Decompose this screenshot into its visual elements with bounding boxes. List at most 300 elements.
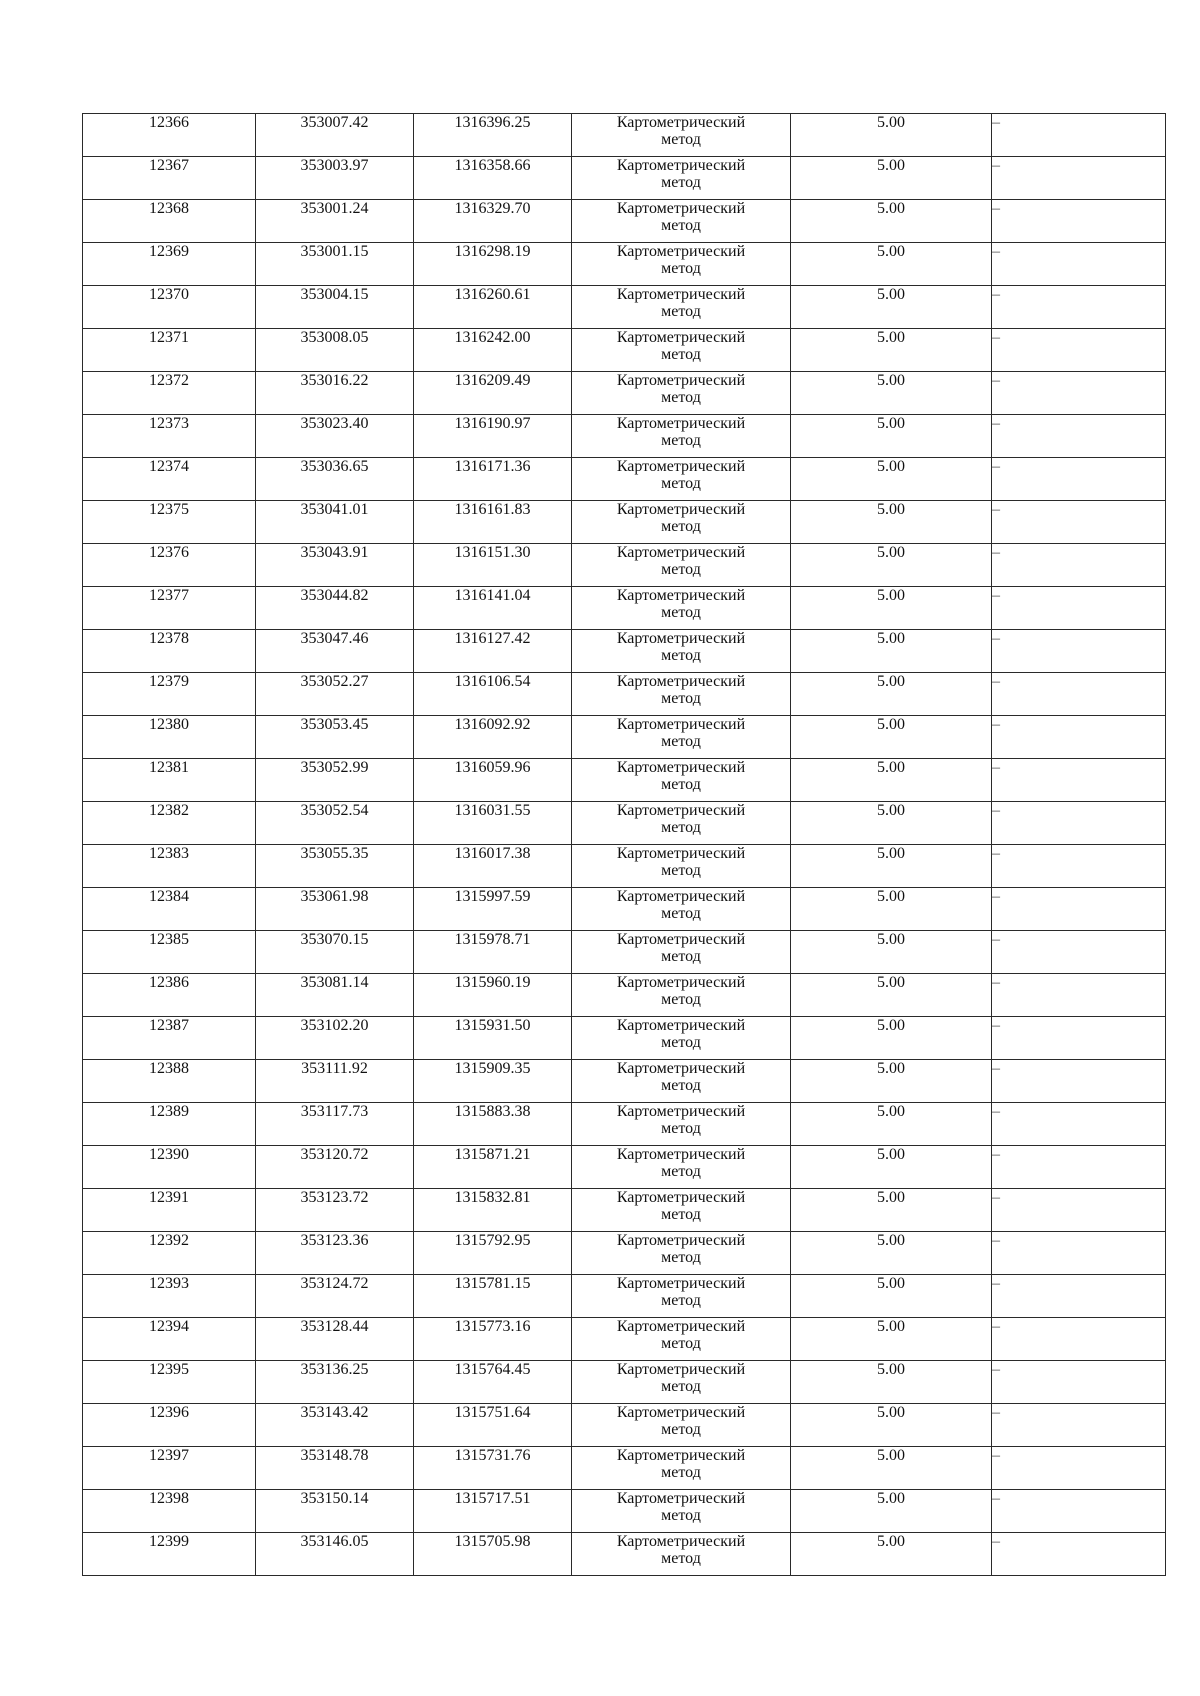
method-line-2: метод xyxy=(661,217,701,234)
note-cell: – xyxy=(992,1060,1166,1103)
method-line-1: Картометрический xyxy=(616,630,746,647)
method-line-1: Картометрический xyxy=(616,114,746,131)
note-cell: – xyxy=(992,1490,1166,1533)
x-coordinate-cell: 353055.35 xyxy=(256,845,414,888)
accuracy-cell: 5.00 xyxy=(791,1146,992,1189)
note-cell: – xyxy=(992,587,1166,630)
accuracy-cell: 5.00 xyxy=(791,587,992,630)
x-coordinate-cell: 353053.45 xyxy=(256,716,414,759)
x-coordinate-cell: 353041.01 xyxy=(256,501,414,544)
x-coordinate-cell: 353123.36 xyxy=(256,1232,414,1275)
y-coordinate-cell: 1315717.51 xyxy=(414,1490,572,1533)
note-cell: – xyxy=(992,286,1166,329)
method-line-2: метод xyxy=(661,862,701,879)
method-line-2: метод xyxy=(661,1550,701,1567)
y-coordinate-cell: 1315960.19 xyxy=(414,974,572,1017)
y-coordinate-cell: 1316161.83 xyxy=(414,501,572,544)
y-coordinate-cell: 1316298.19 xyxy=(414,243,572,286)
note-cell: – xyxy=(992,716,1166,759)
method-cell xyxy=(572,200,791,243)
y-coordinate-cell: 1316059.96 xyxy=(414,759,572,802)
accuracy-cell: 5.00 xyxy=(791,200,992,243)
method-cell xyxy=(572,759,791,802)
point-number-cell: 12369 xyxy=(83,243,256,286)
note-cell: – xyxy=(992,759,1166,802)
method-line-1: Картометрический xyxy=(616,1017,746,1034)
accuracy-cell: 5.00 xyxy=(791,1404,992,1447)
point-number-cell: 12383 xyxy=(83,845,256,888)
table-row xyxy=(83,329,1166,372)
y-coordinate-cell: 1315781.15 xyxy=(414,1275,572,1318)
method-line-1: Картометрический xyxy=(616,759,746,776)
method-line-1: Картометрический xyxy=(616,1146,746,1163)
table-row xyxy=(83,1060,1166,1103)
y-coordinate-cell: 1315751.64 xyxy=(414,1404,572,1447)
x-coordinate-cell: 353052.99 xyxy=(256,759,414,802)
method-line-1: Картометрический xyxy=(616,1060,746,1077)
accuracy-cell: 5.00 xyxy=(791,458,992,501)
method-cell xyxy=(572,1361,791,1404)
table-row xyxy=(83,673,1166,716)
method-cell xyxy=(572,1146,791,1189)
table-row xyxy=(83,1103,1166,1146)
method-cell xyxy=(572,845,791,888)
method-line-1: Картометрический xyxy=(616,458,746,475)
y-coordinate-cell: 1315764.45 xyxy=(414,1361,572,1404)
method-line-2: метод xyxy=(661,1464,701,1481)
method-line-2: метод xyxy=(661,1335,701,1352)
note-cell: – xyxy=(992,1533,1166,1576)
method-line-1: Картометрический xyxy=(616,372,746,389)
y-coordinate-cell: 1315832.81 xyxy=(414,1189,572,1232)
accuracy-cell: 5.00 xyxy=(791,157,992,200)
x-coordinate-cell: 353001.24 xyxy=(256,200,414,243)
point-number-cell: 12397 xyxy=(83,1447,256,1490)
method-cell xyxy=(572,673,791,716)
method-line-2: метод xyxy=(661,647,701,664)
method-cell xyxy=(572,1103,791,1146)
method-line-2: метод xyxy=(661,1249,701,1266)
accuracy-cell: 5.00 xyxy=(791,329,992,372)
table-row xyxy=(83,458,1166,501)
method-cell xyxy=(572,286,791,329)
point-number-cell: 12367 xyxy=(83,157,256,200)
method-line-2: метод xyxy=(661,174,701,191)
note-cell: – xyxy=(992,1232,1166,1275)
point-number-cell: 12398 xyxy=(83,1490,256,1533)
note-cell: – xyxy=(992,1103,1166,1146)
table-row xyxy=(83,415,1166,458)
y-coordinate-cell: 1315792.95 xyxy=(414,1232,572,1275)
y-coordinate-cell: 1315997.59 xyxy=(414,888,572,931)
y-coordinate-cell: 1316260.61 xyxy=(414,286,572,329)
table-row xyxy=(83,630,1166,673)
accuracy-cell: 5.00 xyxy=(791,974,992,1017)
table-row xyxy=(83,1447,1166,1490)
table-row xyxy=(83,1017,1166,1060)
accuracy-cell: 5.00 xyxy=(791,931,992,974)
accuracy-cell: 5.00 xyxy=(791,1318,992,1361)
accuracy-cell: 5.00 xyxy=(791,114,992,157)
point-number-cell: 12390 xyxy=(83,1146,256,1189)
note-cell: – xyxy=(992,501,1166,544)
y-coordinate-cell: 1315773.16 xyxy=(414,1318,572,1361)
method-cell xyxy=(572,630,791,673)
table-row xyxy=(83,200,1166,243)
point-number-cell: 12380 xyxy=(83,716,256,759)
table-row xyxy=(83,501,1166,544)
table-row xyxy=(83,587,1166,630)
accuracy-cell: 5.00 xyxy=(791,1189,992,1232)
x-coordinate-cell: 353008.05 xyxy=(256,329,414,372)
table-row xyxy=(83,716,1166,759)
x-coordinate-cell: 353043.91 xyxy=(256,544,414,587)
method-cell xyxy=(572,802,791,845)
method-line-2: метод xyxy=(661,1378,701,1395)
point-number-cell: 12376 xyxy=(83,544,256,587)
x-coordinate-cell: 353124.72 xyxy=(256,1275,414,1318)
method-cell xyxy=(572,888,791,931)
method-line-2: метод xyxy=(661,1120,701,1137)
note-cell: – xyxy=(992,630,1166,673)
point-number-cell: 12386 xyxy=(83,974,256,1017)
method-line-2: метод xyxy=(661,1163,701,1180)
y-coordinate-cell: 1316092.92 xyxy=(414,716,572,759)
point-number-cell: 12370 xyxy=(83,286,256,329)
method-line-2: метод xyxy=(661,518,701,535)
x-coordinate-cell: 353120.72 xyxy=(256,1146,414,1189)
y-coordinate-cell: 1316190.97 xyxy=(414,415,572,458)
note-cell: – xyxy=(992,329,1166,372)
method-line-2: метод xyxy=(661,604,701,621)
method-line-2: метод xyxy=(661,432,701,449)
method-cell xyxy=(572,974,791,1017)
accuracy-cell: 5.00 xyxy=(791,544,992,587)
note-cell: – xyxy=(992,845,1166,888)
y-coordinate-cell: 1316171.36 xyxy=(414,458,572,501)
x-coordinate-cell: 353150.14 xyxy=(256,1490,414,1533)
method-cell xyxy=(572,372,791,415)
method-line-2: метод xyxy=(661,1421,701,1438)
method-line-1: Картометрический xyxy=(616,243,746,260)
y-coordinate-cell: 1316127.42 xyxy=(414,630,572,673)
note-cell: – xyxy=(992,673,1166,716)
x-coordinate-cell: 353007.42 xyxy=(256,114,414,157)
note-cell: – xyxy=(992,372,1166,415)
x-coordinate-cell: 353128.44 xyxy=(256,1318,414,1361)
method-cell xyxy=(572,1490,791,1533)
method-cell xyxy=(572,1189,791,1232)
method-line-1: Картометрический xyxy=(616,587,746,604)
point-number-cell: 12377 xyxy=(83,587,256,630)
method-line-1: Картометрический xyxy=(616,1447,746,1464)
accuracy-cell: 5.00 xyxy=(791,372,992,415)
method-line-1: Картометрический xyxy=(616,888,746,905)
accuracy-cell: 5.00 xyxy=(791,1361,992,1404)
method-cell xyxy=(572,1275,791,1318)
note-cell: – xyxy=(992,1318,1166,1361)
method-line-1: Картометрический xyxy=(616,802,746,819)
point-number-cell: 12381 xyxy=(83,759,256,802)
point-number-cell: 12378 xyxy=(83,630,256,673)
method-line-2: метод xyxy=(661,776,701,793)
table-row xyxy=(83,1189,1166,1232)
method-line-2: метод xyxy=(661,905,701,922)
x-coordinate-cell: 353001.15 xyxy=(256,243,414,286)
y-coordinate-cell: 1316209.49 xyxy=(414,372,572,415)
y-coordinate-cell: 1316396.25 xyxy=(414,114,572,157)
x-coordinate-cell: 353016.22 xyxy=(256,372,414,415)
accuracy-cell: 5.00 xyxy=(791,630,992,673)
method-line-2: метод xyxy=(661,819,701,836)
x-coordinate-cell: 353143.42 xyxy=(256,1404,414,1447)
y-coordinate-cell: 1315731.76 xyxy=(414,1447,572,1490)
table-row xyxy=(83,1490,1166,1533)
method-line-2: метод xyxy=(661,1292,701,1309)
y-coordinate-cell: 1315871.21 xyxy=(414,1146,572,1189)
method-line-1: Картометрический xyxy=(616,1232,746,1249)
coordinates-table-body xyxy=(83,114,1166,1576)
note-cell: – xyxy=(992,1017,1166,1060)
y-coordinate-cell: 1316329.70 xyxy=(414,200,572,243)
note-cell: – xyxy=(992,1146,1166,1189)
method-line-2: метод xyxy=(661,561,701,578)
point-number-cell: 12396 xyxy=(83,1404,256,1447)
method-line-1: Картометрический xyxy=(616,1361,746,1378)
y-coordinate-cell: 1315909.35 xyxy=(414,1060,572,1103)
point-number-cell: 12394 xyxy=(83,1318,256,1361)
table-row xyxy=(83,802,1166,845)
accuracy-cell: 5.00 xyxy=(791,243,992,286)
x-coordinate-cell: 353036.65 xyxy=(256,458,414,501)
x-coordinate-cell: 353123.72 xyxy=(256,1189,414,1232)
method-line-1: Картометрический xyxy=(616,415,746,432)
x-coordinate-cell: 353023.40 xyxy=(256,415,414,458)
y-coordinate-cell: 1316031.55 xyxy=(414,802,572,845)
note-cell: – xyxy=(992,243,1166,286)
point-number-cell: 12384 xyxy=(83,888,256,931)
point-number-cell: 12395 xyxy=(83,1361,256,1404)
point-number-cell: 12388 xyxy=(83,1060,256,1103)
accuracy-cell: 5.00 xyxy=(791,415,992,458)
point-number-cell: 12399 xyxy=(83,1533,256,1576)
y-coordinate-cell: 1316141.04 xyxy=(414,587,572,630)
accuracy-cell: 5.00 xyxy=(791,1103,992,1146)
method-cell xyxy=(572,1404,791,1447)
note-cell: – xyxy=(992,1361,1166,1404)
method-line-1: Картометрический xyxy=(616,286,746,303)
point-number-cell: 12393 xyxy=(83,1275,256,1318)
point-number-cell: 12375 xyxy=(83,501,256,544)
x-coordinate-cell: 353047.46 xyxy=(256,630,414,673)
note-cell: – xyxy=(992,458,1166,501)
method-line-1: Картометрический xyxy=(616,1103,746,1120)
x-coordinate-cell: 353003.97 xyxy=(256,157,414,200)
note-cell: – xyxy=(992,1404,1166,1447)
table-row xyxy=(83,157,1166,200)
table-row xyxy=(83,931,1166,974)
method-cell xyxy=(572,1447,791,1490)
method-line-2: метод xyxy=(661,131,701,148)
method-line-1: Картометрический xyxy=(616,1318,746,1335)
point-number-cell: 12373 xyxy=(83,415,256,458)
method-line-1: Картометрический xyxy=(616,1189,746,1206)
accuracy-cell: 5.00 xyxy=(791,845,992,888)
note-cell: – xyxy=(992,931,1166,974)
table-row xyxy=(83,974,1166,1017)
point-number-cell: 12392 xyxy=(83,1232,256,1275)
method-line-2: метод xyxy=(661,1034,701,1051)
method-line-2: метод xyxy=(661,991,701,1008)
accuracy-cell: 5.00 xyxy=(791,802,992,845)
note-cell: – xyxy=(992,802,1166,845)
accuracy-cell: 5.00 xyxy=(791,1060,992,1103)
note-cell: – xyxy=(992,415,1166,458)
point-number-cell: 12372 xyxy=(83,372,256,415)
y-coordinate-cell: 1316106.54 xyxy=(414,673,572,716)
method-line-1: Картометрический xyxy=(616,544,746,561)
x-coordinate-cell: 353061.98 xyxy=(256,888,414,931)
method-cell xyxy=(572,1232,791,1275)
accuracy-cell: 5.00 xyxy=(791,1275,992,1318)
table-row xyxy=(83,286,1166,329)
method-line-2: метод xyxy=(661,948,701,965)
table-row xyxy=(83,1275,1166,1318)
note-cell: – xyxy=(992,1275,1166,1318)
table-row xyxy=(83,1232,1166,1275)
note-cell: – xyxy=(992,888,1166,931)
method-cell xyxy=(572,501,791,544)
table-row xyxy=(83,845,1166,888)
y-coordinate-cell: 1316151.30 xyxy=(414,544,572,587)
method-line-2: метод xyxy=(661,389,701,406)
y-coordinate-cell: 1316242.00 xyxy=(414,329,572,372)
method-line-2: метод xyxy=(661,346,701,363)
accuracy-cell: 5.00 xyxy=(791,673,992,716)
method-cell xyxy=(572,1017,791,1060)
accuracy-cell: 5.00 xyxy=(791,759,992,802)
method-cell xyxy=(572,415,791,458)
method-line-2: метод xyxy=(661,1077,701,1094)
accuracy-cell: 5.00 xyxy=(791,888,992,931)
note-cell: – xyxy=(992,1447,1166,1490)
x-coordinate-cell: 353070.15 xyxy=(256,931,414,974)
method-line-1: Картометрический xyxy=(616,1533,746,1550)
method-cell xyxy=(572,587,791,630)
x-coordinate-cell: 353117.73 xyxy=(256,1103,414,1146)
note-cell: – xyxy=(992,157,1166,200)
method-line-1: Картометрический xyxy=(616,1490,746,1507)
y-coordinate-cell: 1315978.71 xyxy=(414,931,572,974)
x-coordinate-cell: 353052.54 xyxy=(256,802,414,845)
y-coordinate-cell: 1315705.98 xyxy=(414,1533,572,1576)
x-coordinate-cell: 353136.25 xyxy=(256,1361,414,1404)
table-row xyxy=(83,1146,1166,1189)
accuracy-cell: 5.00 xyxy=(791,1533,992,1576)
table-row xyxy=(83,1533,1166,1576)
method-cell xyxy=(572,931,791,974)
note-cell: – xyxy=(992,114,1166,157)
x-coordinate-cell: 353102.20 xyxy=(256,1017,414,1060)
table-row xyxy=(83,1318,1166,1361)
method-cell xyxy=(572,1533,791,1576)
method-line-1: Картометрический xyxy=(616,1404,746,1421)
point-number-cell: 12382 xyxy=(83,802,256,845)
method-line-1: Картометрический xyxy=(616,200,746,217)
method-line-1: Картометрический xyxy=(616,716,746,733)
method-line-1: Картометрический xyxy=(616,329,746,346)
method-line-2: метод xyxy=(661,733,701,750)
point-number-cell: 12391 xyxy=(83,1189,256,1232)
table-row xyxy=(83,372,1166,415)
method-line-2: метод xyxy=(661,1206,701,1223)
method-cell xyxy=(572,157,791,200)
method-cell xyxy=(572,458,791,501)
method-line-2: метод xyxy=(661,1507,701,1524)
y-coordinate-cell: 1315931.50 xyxy=(414,1017,572,1060)
point-number-cell: 12389 xyxy=(83,1103,256,1146)
table-row xyxy=(83,888,1166,931)
x-coordinate-cell: 353148.78 xyxy=(256,1447,414,1490)
y-coordinate-cell: 1316358.66 xyxy=(414,157,572,200)
y-coordinate-cell: 1316017.38 xyxy=(414,845,572,888)
method-cell xyxy=(572,544,791,587)
table-row xyxy=(83,544,1166,587)
method-line-1: Картометрический xyxy=(616,845,746,862)
method-cell xyxy=(572,716,791,759)
method-line-2: метод xyxy=(661,475,701,492)
accuracy-cell: 5.00 xyxy=(791,286,992,329)
method-line-1: Картометрический xyxy=(616,157,746,174)
point-number-cell: 12385 xyxy=(83,931,256,974)
accuracy-cell: 5.00 xyxy=(791,1232,992,1275)
note-cell: – xyxy=(992,974,1166,1017)
point-number-cell: 12379 xyxy=(83,673,256,716)
y-coordinate-cell: 1315883.38 xyxy=(414,1103,572,1146)
point-number-cell: 12371 xyxy=(83,329,256,372)
note-cell: – xyxy=(992,200,1166,243)
x-coordinate-cell: 353044.82 xyxy=(256,587,414,630)
x-coordinate-cell: 353004.15 xyxy=(256,286,414,329)
x-coordinate-cell: 353081.14 xyxy=(256,974,414,1017)
coordinates-table xyxy=(82,113,1166,1576)
table-row xyxy=(83,759,1166,802)
x-coordinate-cell: 353111.92 xyxy=(256,1060,414,1103)
point-number-cell: 12368 xyxy=(83,200,256,243)
point-number-cell: 12366 xyxy=(83,114,256,157)
method-line-1: Картометрический xyxy=(616,501,746,518)
method-cell xyxy=(572,243,791,286)
x-coordinate-cell: 353146.05 xyxy=(256,1533,414,1576)
method-line-1: Картометрический xyxy=(616,931,746,948)
accuracy-cell: 5.00 xyxy=(791,1490,992,1533)
method-line-2: метод xyxy=(661,260,701,277)
note-cell: – xyxy=(992,1189,1166,1232)
accuracy-cell: 5.00 xyxy=(791,716,992,759)
method-line-2: метод xyxy=(661,303,701,320)
point-number-cell: 12387 xyxy=(83,1017,256,1060)
accuracy-cell: 5.00 xyxy=(791,501,992,544)
method-line-1: Картометрический xyxy=(616,974,746,991)
method-cell xyxy=(572,114,791,157)
table-row xyxy=(83,1361,1166,1404)
method-cell xyxy=(572,1318,791,1361)
note-cell: – xyxy=(992,544,1166,587)
method-line-2: метод xyxy=(661,690,701,707)
table-row xyxy=(83,243,1166,286)
accuracy-cell: 5.00 xyxy=(791,1017,992,1060)
table-row xyxy=(83,1404,1166,1447)
